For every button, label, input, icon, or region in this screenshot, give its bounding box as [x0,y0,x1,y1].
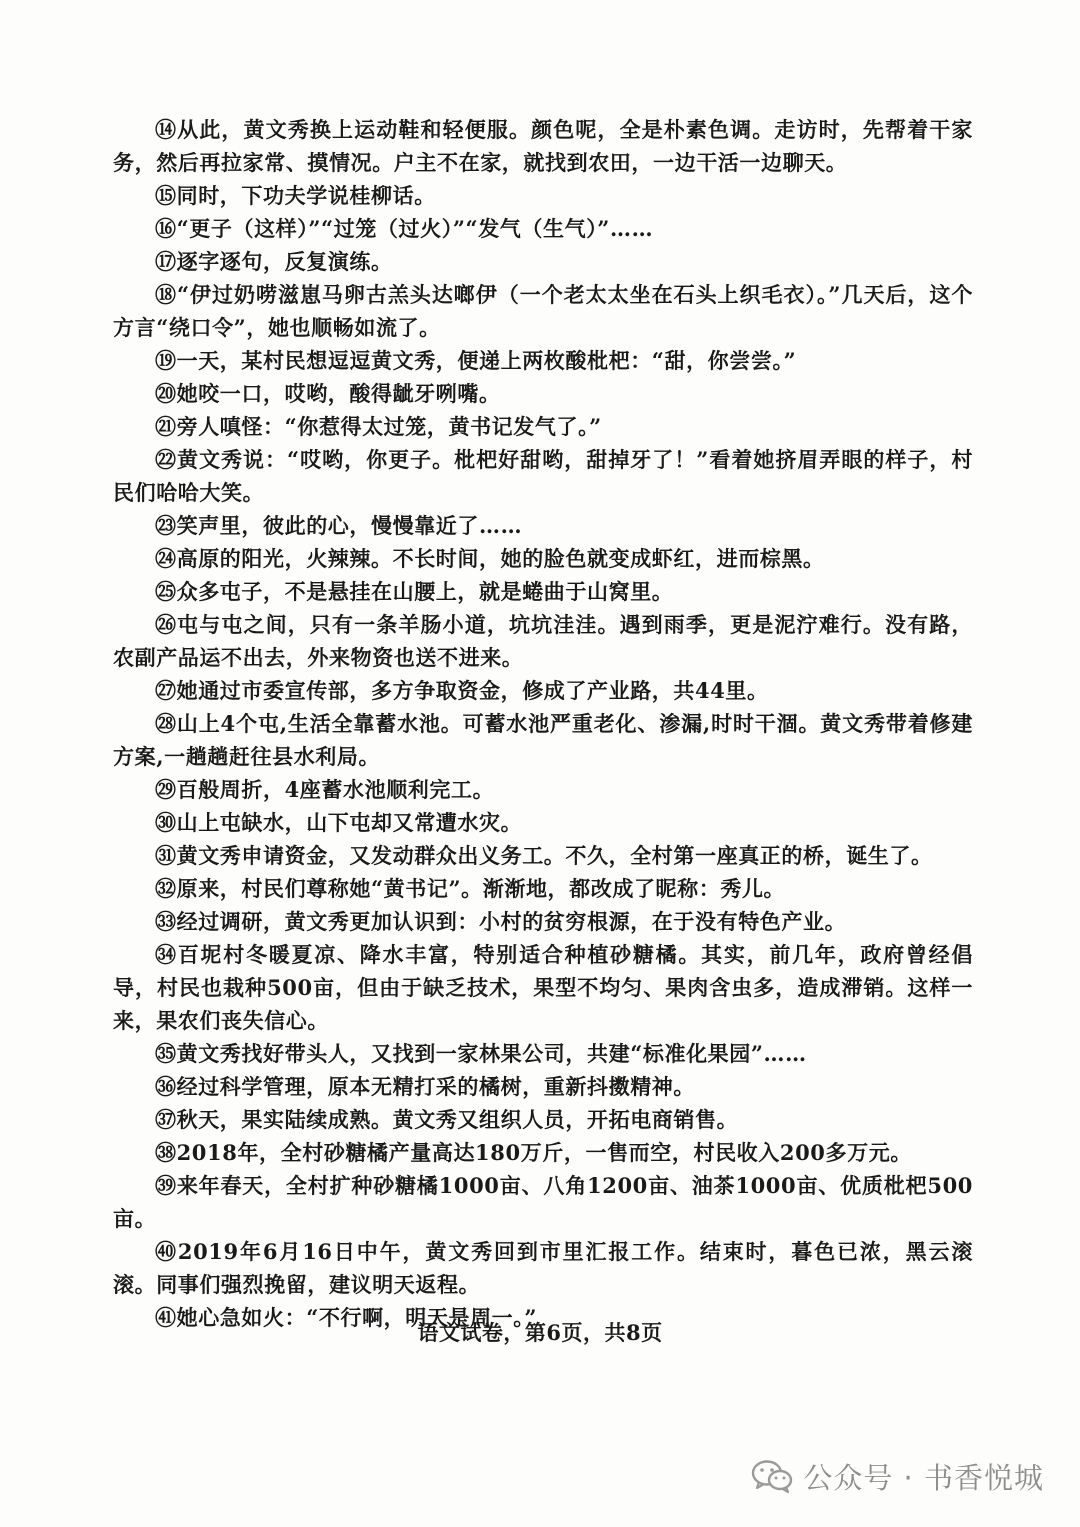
paragraph-27: ㉗她通过市委宣传部，多方争取资金，修成了产业路，共44里。 [155,678,769,703]
paragraph-26: ㉖屯与屯之间，只有一条羊肠小道，坑坑洼洼。遇到雨季，更是泥泞难行。没有路，农副产品运不出去，外来物资也送不进来。 [113,612,973,670]
paragraph-22: ㉒黄文秀说：“哎哟，你更子。枇杷好甜哟，甜掉牙了！”看着她挤眉弄眼的样子，村民们哈哈大笑。 [113,447,973,505]
paragraph-33: ㉝经过调研，黄文秀更加认识到：小村的贫穷根源，在于没有特色产业。 [155,909,847,934]
paragraph-17: ⑰逐字逐句，反复演练。 [155,249,393,274]
paragraph-25: ㉕众多屯子，不是悬挂在山腰上，就是蜷曲于山窝里。 [155,579,674,604]
paragraph-39: ㊴来年春天，全村扩种砂糖橘1000亩、八角1200亩、油茶1000亩、优质枇杷500亩。 [113,1173,973,1231]
paragraph-14: ⑭从此，黄文秀换上运动鞋和轻便服。颜色呢，全是朴素色调。走访时，先帮着干家务，然后再拉家常、摸情况。户主不在家，就找到农田，一边干活一边聊天。 [113,117,973,175]
paragraph-21: ㉑旁人嗔怪：“你惹得太过笼，黄书记发气了。” [155,414,602,439]
paragraph-20: ⑳她咬一口，哎哟，酸得龇牙咧嘴。 [155,381,501,406]
paragraph-15: ⑮同时，下功夫学说桂柳话。 [155,183,436,208]
paragraph-23: ㉓笑声里，彼此的心，慢慢靠近了…… [155,513,523,538]
paragraph-31: ㉛黄文秀申请资金，又发动群众出义务工。不久，全村第一座真正的桥，诞生了。 [155,843,933,868]
paragraph-34: ㉞百坭村冬暖夏凉、降水丰富，特别适合种植砂糖橘。其实，前几年，政府曾经倡导，村民也栽种500亩，但由于缺乏技术，果型不均匀、果肉含虫多，造成滞销。这样一来，果农们丧失信心。 [113,942,973,1033]
paragraph-38: ㊳2018年，全村砂糖橘产量高达180万斤，一售而空，村民收入200多万元。 [155,1140,912,1165]
paragraph-29: ㉙百般周折，4座蓄水池顺利完工。 [155,777,495,802]
paragraph-30: ㉚山上屯缺水，山下屯却又常遭水灾。 [155,810,523,835]
passage-body [113,113,973,1334]
paragraph-41: ㊶她心急如火：“不行啊，明天是周一。” [155,1305,538,1330]
paragraph-18: ⑱“伊过奶唠滋崽马卵古羔头达啷伊（一个老太太坐在石头上织毛衣）。”几天后，这个方言“绕口令”，她也顺畅如流了。 [113,282,973,340]
page-footer: 语文试卷，第6页，共8页 [417,1320,663,1345]
paragraph-35: ㉟黄文秀找好带头人，又找到一家林果公司，共建“标准化果园”…… [155,1041,807,1066]
paragraph-36: ㊱经过科学管理，原本无精打采的橘树，重新抖擞精神。 [155,1074,695,1099]
watermark-text: 公众号 · 书香悦城 [803,1460,1044,1495]
paragraph-16: ⑯“更子（这样）”“过笼（过火）”“发气（生气）”…… [155,216,654,241]
paragraph-40: ㊵2019年6月16日中午，黄文秀回到市里汇报工作。结束时，暮色已浓，黑云滚滚。同事们强烈挽留，建议明天返程。 [113,1239,973,1297]
wechat-icon [751,1459,793,1493]
paragraph-32: ㉜原来，村民们尊称她“黄书记”。渐渐地，都改成了昵称：秀儿。 [155,876,786,901]
paragraph-19: ⑲一天，某村民想逗逗黄文秀，便递上两枚酸枇杷：“甜，你尝尝。” [155,348,797,373]
paragraph-37: ㊲秋天，果实陆续成熟。黄文秀又组织人员，开拓电商销售。 [155,1107,739,1132]
paragraph-24: ㉔高原的阳光，火辣辣。不长时间，她的脸色就变成虾红，进而棕黑。 [155,546,825,571]
watermark [751,1452,1044,1500]
paragraph-28: ㉘山上4个屯,生活全靠蓄水池。可蓄水池严重老化、渗漏,时时干涸。黄文秀带着修建方案,一趟趟赶往县水利局。 [113,711,973,769]
